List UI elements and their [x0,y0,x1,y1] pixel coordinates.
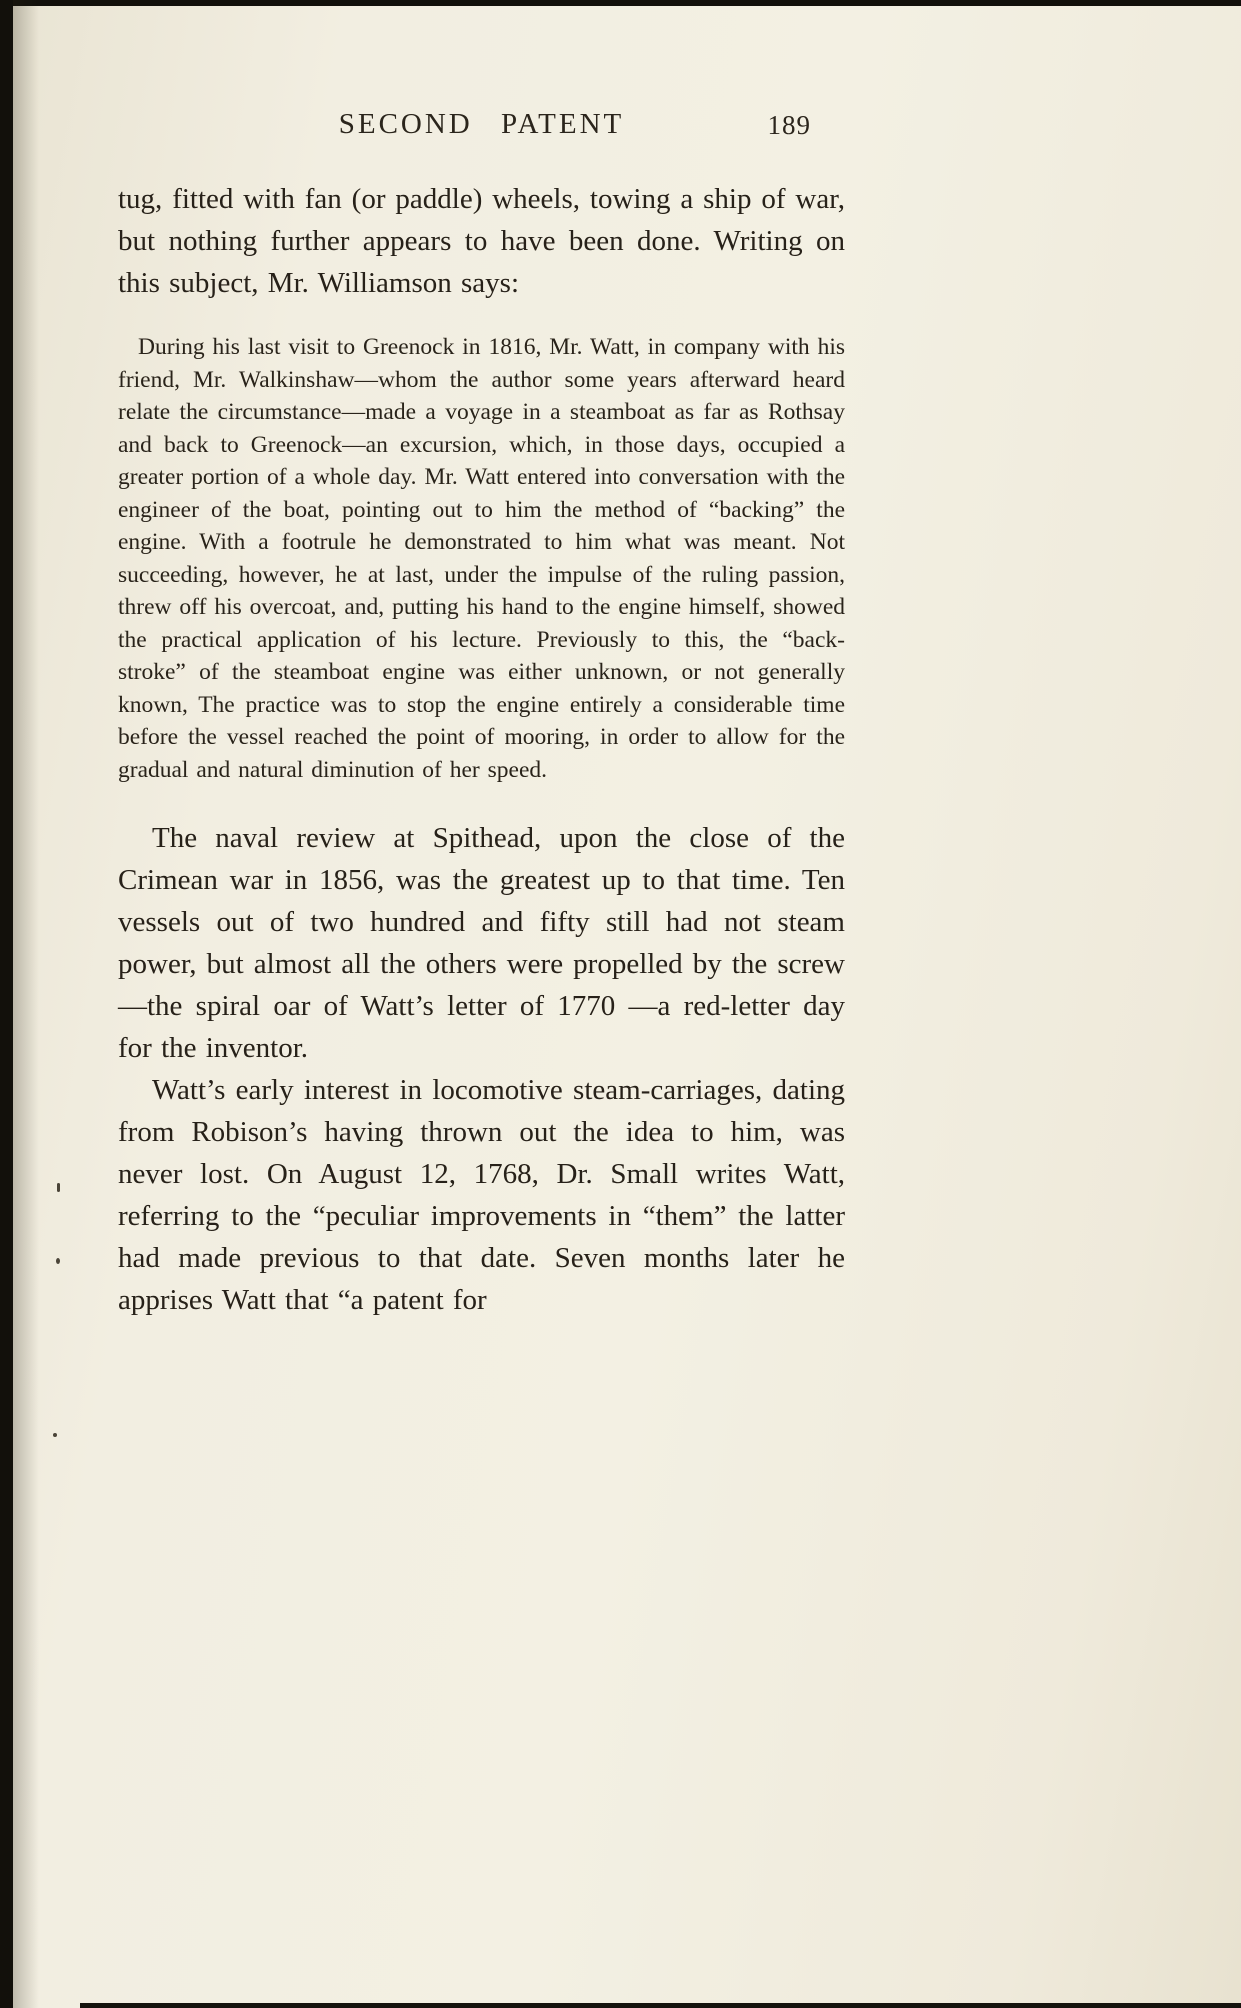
body-paragraph: The naval review at Spithead, upon the close of the Crimean war in 1856, was the greatest up to that time. Ten vessels out of two hundred and fifty still had not steam power, but almost all the others were propelled by the screw—the spiral oar of Watt’s letter of 1770 —a red-letter day for the inventor. [118,822,845,1064]
scan-edge-left [0,0,13,2008]
body-paragraph-continued: tug, fitted with fan (or paddle) wheels, towing a ship of war, but nothing further appears to have been done. Writing on this subject, Mr. Williamson says: [118,183,845,299]
block-quote: During his last visit to Greenock in 1816, Mr. Watt, in company with his friend, Mr. Walkinshaw—whom the author some years afterward heard relate the circumstance—made a voyage in a steamboat as far as Rothsay and back to Greenock—an excursion, which, in those days, occupied a greater portion of a whole day. Mr. Watt entered into conversation with the engineer of the boat, pointing out to him the method of “backing” the engine. With a footrule he demonstrated to him what was meant. Not succeeding, however, he at last, under the impulse of the ruling passion, threw off his overcoat, and, putting his hand to the engine himself, showed the practical application of his lecture. Previously to this, the “back-stroke” of the steamboat engine was either unknown, or not generally known, The practice was to stop the engine entirely a considerable time before the vessel reached the point of mooring, in order to allow for the gradual and natural diminution of her speed. [118,334,845,783]
body-paragraph: Watt’s early interest in locomotive steam-carriages, dating from Robison’s having thrown out the idea to him, was never lost. On August 12, 1768, Dr. Small writes Watt, referring to the “peculiar improvements in “them” the latter had made previous to that date. Seven months later he apprises Watt that “a patent for [118,1074,845,1316]
scan-edge-left-shadow [13,0,39,2008]
scan-speck [56,1258,60,1264]
scan-edge-top [0,0,1241,6]
running-head [118,104,845,156]
scan-speck [53,1433,57,1437]
page-number: 189 [767,110,811,140]
page-content [118,104,845,1321]
scan-speck [57,1183,60,1192]
scan-edge-bottom [80,2003,1241,2008]
chapter-title: SECOND PATENT [338,108,625,140]
